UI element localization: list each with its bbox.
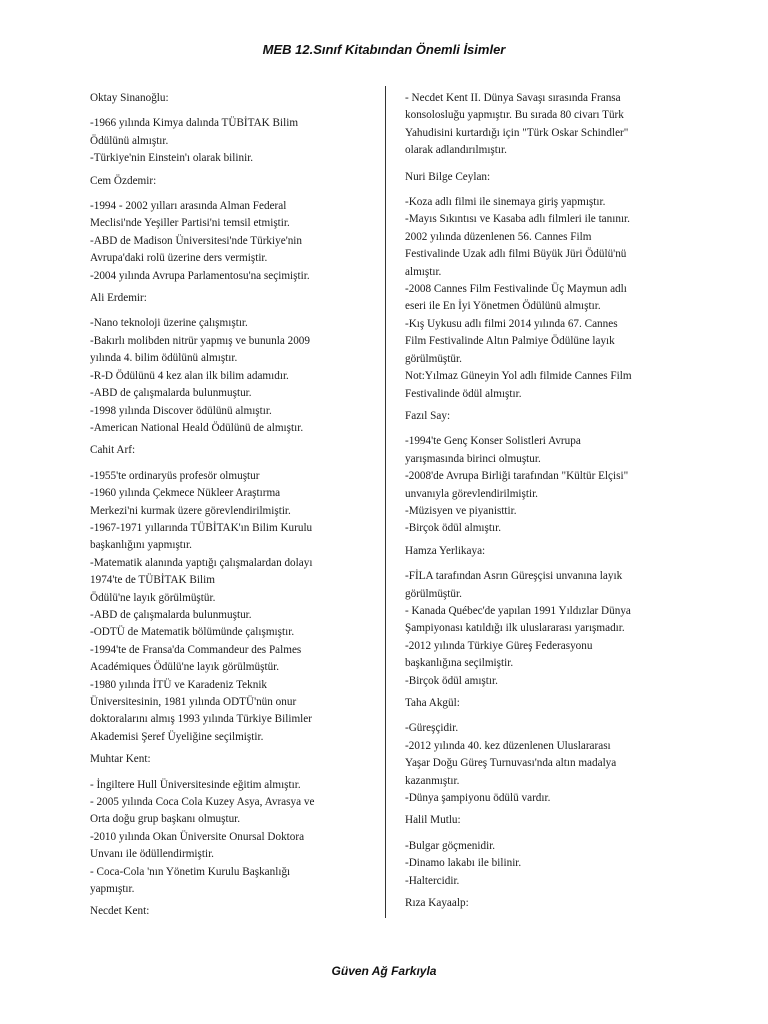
entry-line: Meclisi'nde Yeşiller Partisi'ni temsil etmiştir. [90, 217, 290, 230]
person-name: Hamza Yerlikaya: [405, 544, 486, 557]
entry-line: -1966 yılında Kimya dalında TÜBİTAK Bilim [90, 117, 299, 130]
entry-line: yapmıştır. [90, 883, 135, 896]
entry-line: -2012 yılında 40. kez düzenlenen Uluslararası [405, 739, 611, 752]
entry-line: görülmüştür. [405, 587, 462, 600]
entry-line: Yahudisini kurtardığı için "Türk Oskar Schindler" [405, 126, 629, 139]
entry-line: -ABD de çalışmalarda bulunmuştur. [90, 387, 252, 400]
entry-fazil-say [405, 408, 677, 538]
entry-line: görülmüştür. [405, 352, 462, 365]
entry-riza-kayaalp-heading [405, 895, 677, 912]
entry-line: -1994'te de Fransa'da Commandeur des Palmes [90, 643, 302, 656]
entry-line: -Türkiye'nin Einstein'ı olarak bilinir. [90, 152, 254, 165]
entry-hamza-yerlikaya [405, 543, 677, 690]
entry-line: eseri ile En İyi Yönetmen Ödülünü almıştır. [405, 300, 601, 313]
entry-line: -1960 yılında Çekmece Nükleer Araştırma [90, 487, 281, 500]
entry-line: -Dinamo lakabı ile bilinir. [405, 857, 522, 870]
entry-line: Orta doğu grup başkanı olmuştur. [90, 813, 241, 826]
entry-oktay-sinanoglu [90, 90, 366, 168]
person-name: Oktay Sinanoğlu: [90, 92, 169, 104]
entry-line: Ödülünü almıştır. [90, 134, 169, 147]
entry-line: Ödülü'ne layık görülmüştür. [90, 591, 216, 604]
entry-line: Festivalinde Uzak adlı filmi Büyük Jüri Ödülü'nü [405, 248, 627, 261]
entry-line: yarışmasında birinci olmuştur. [405, 452, 541, 465]
entry-line: olarak adlandırılmıştır. [405, 144, 507, 157]
entry-line: -Matematik alanında yaptığı çalışmalardan dolayı [90, 556, 313, 569]
entry-ali-erdemir [90, 290, 366, 437]
person-name: Taha Akgül: [405, 697, 460, 709]
entry-line: -Birçok ödül amıştır. [405, 674, 498, 687]
entry-line: 2002 yılında düzenlenen 56. Cannes Film [405, 230, 592, 243]
entry-line: -R-D Ödülünü 4 kez alan ilk bilim adamıdır. [90, 369, 289, 382]
entry-line: başkanlığına seçilmiştir. [405, 657, 514, 670]
entry-line: Unvanı ile ödüllendirmiştir. [90, 848, 214, 861]
entry-line: unvanıyla görevlendirilmiştir. [405, 487, 538, 500]
entry-line: Avrupa'daki rolü üzerine ders vermiştir. [90, 252, 268, 265]
person-name: Cem Özdemir: [90, 174, 157, 187]
entry-line: -ABD de çalışmalarda bulunmuştur. [90, 608, 252, 621]
entry-line: Merkezi'ni kurmak üzere görevlendirilmiştir. [90, 504, 291, 517]
entry-line: -1980 yılında İTÜ ve Karadeniz Teknik [90, 678, 268, 691]
entry-line: konsolosluğu yapmıştır. Bu sırada 80 civarı Türk [405, 109, 624, 122]
entry-line: -1955'te ordinaryüs profesör olmuştur [90, 469, 260, 482]
entry-cem-ozdemir [90, 173, 366, 285]
entry-line: kazanmıştır. [405, 774, 460, 787]
entry-nuri-bilge-ceylan [405, 169, 677, 403]
entry-line: -Koza adlı filmi ile sinemaya giriş yapmıştır. [405, 196, 606, 209]
entry-cahit-arf [90, 442, 366, 746]
entry-line: -1994'te Genç Konser Solistleri Avrupa [405, 435, 581, 448]
person-name: Muhtar Kent: [90, 753, 151, 766]
entry-line: doktoralarını almış 1993 yılında Türkiye Bilimler [90, 713, 312, 726]
page-footer: Güven Ağ Farkıyla [331, 964, 437, 978]
entry-line: -2012 yılında Türkiye Güreş Federasyonu [405, 639, 593, 652]
entry-line: Akademisi Şeref Üyeliğine seçilmiştir. [90, 730, 264, 743]
column-divider [385, 86, 386, 918]
entry-line: -American National Heald Ödülünü de almıştır. [90, 421, 304, 434]
entry-line: -Mayıs Sıkıntısı ve Kasaba adlı filmleri ile tanınır. [405, 213, 630, 226]
entry-line: -Haltercidir. [405, 874, 460, 887]
entry-necdet-kent-continued [405, 90, 677, 160]
entry-line: almıştır. [405, 265, 442, 278]
entry-line: -2008 Cannes Film Festivalinde Üç Maymun adlı [405, 283, 627, 296]
entry-taha-akgul [405, 695, 677, 807]
entry-line: - Coca-Cola 'nın Yönetim Kurulu Başkanlığı [90, 865, 291, 878]
entry-line: -2004 yılında Avrupa Parlamentosu'na seçimiştir. [90, 269, 310, 282]
entry-line: -Dünya şampiyonu ödülü vardır. [405, 792, 551, 805]
entry-line: -1994 - 2002 yılları arasında Alman Federal [90, 200, 287, 213]
person-name: Necdet Kent: [90, 905, 150, 918]
entry-line: -FİLA tarafından Asrın Güreşçisi unvanına layık [405, 570, 623, 583]
entry-line: -2010 yılında Okan Üniversite Onursal Doktora [90, 830, 305, 843]
entry-line: -ABD de Madison Üniversitesi'nde Türkiye'nin [90, 234, 303, 247]
entry-line: -ODTÜ de Matematik bölümünde çalışmıştır. [90, 626, 295, 639]
entry-line: Film Festivalinde Altın Palmiye Ödülüne layık [405, 335, 615, 348]
entry-line: Şampiyonası katıldığı ilk uluslararası yarışmadır. [405, 622, 625, 635]
entry-line: -Birçok ödül almıştır. [405, 522, 502, 535]
entry-line: - Necdet Kent II. Dünya Savaşı sırasında Fransa [405, 92, 621, 104]
entry-line: Festivalinde ödül almıştır. [405, 387, 522, 400]
page-title: MEB 12.Sınıf Kitabından Önemli İsimler [262, 42, 506, 57]
person-name: Cahit Arf: [90, 444, 136, 457]
entry-line: -2008'de Avrupa Birliği tarafından "Kültür Elçisi" [405, 470, 629, 483]
entry-line: -Müzisyen ve piyanisttir. [405, 504, 517, 517]
entry-line: Yaşar Doğu Güreş Turnuvası'nda altın madalya [405, 757, 617, 770]
entry-halil-mutlu [405, 812, 677, 890]
entry-line: - Kanada Québec'de yapılan 1991 Yıldızlar Dünya [405, 604, 631, 617]
person-name: Nuri Bilge Ceylan: [405, 170, 491, 183]
left-column [90, 90, 366, 929]
entry-line: - İngiltere Hull Üniversitesinde eğitim almıştır. [90, 778, 301, 791]
entry-line: -Nano teknoloji üzerine çalışmıştır. [90, 317, 248, 330]
person-name: Halil Mutlu: [405, 814, 461, 827]
entry-line: yılında 4. bilim ödülünü almıştır. [90, 352, 238, 365]
person-name: Fazıl Say: [405, 409, 451, 422]
person-name: Rıza Kayaalp: [405, 897, 469, 910]
entry-line: Académiques Ödülü'ne layık görülmüştür. [90, 661, 280, 674]
entry-line: Not:Yılmaz Güneyin Yol adlı filmide Cannes Film [405, 370, 632, 383]
entry-line: Üniversitesinin, 1981 yılında ODTÜ'nün onur [90, 696, 297, 708]
entry-line: -Kış Uykusu adlı filmi 2014 yılında 67. Cannes [405, 317, 618, 330]
entry-line: -1967-1971 yıllarında TÜBİTAK'ın Bilim Kurulu [90, 521, 313, 534]
entry-muhtar-kent [90, 751, 366, 898]
right-column [405, 90, 677, 920]
entry-line: 1974'te de TÜBİTAK Bilim [90, 574, 215, 587]
entry-line: - 2005 yılında Coca Cola Kuzey Asya, Avrasya ve [90, 796, 315, 809]
entry-necdet-kent-heading [90, 903, 366, 920]
entry-line: -Güreşçidir. [405, 722, 459, 735]
person-name: Ali Erdemir: [90, 292, 147, 305]
entry-line: -Bulgar göçmenidir. [405, 839, 496, 852]
entry-line: -1998 yılında Discover ödülünü almıştır. [90, 404, 272, 417]
entry-line: başkanlığını yapmıştır. [90, 539, 192, 552]
entry-line: -Bakırlı molibden nitrür yapmış ve bununla 2009 [90, 334, 310, 347]
